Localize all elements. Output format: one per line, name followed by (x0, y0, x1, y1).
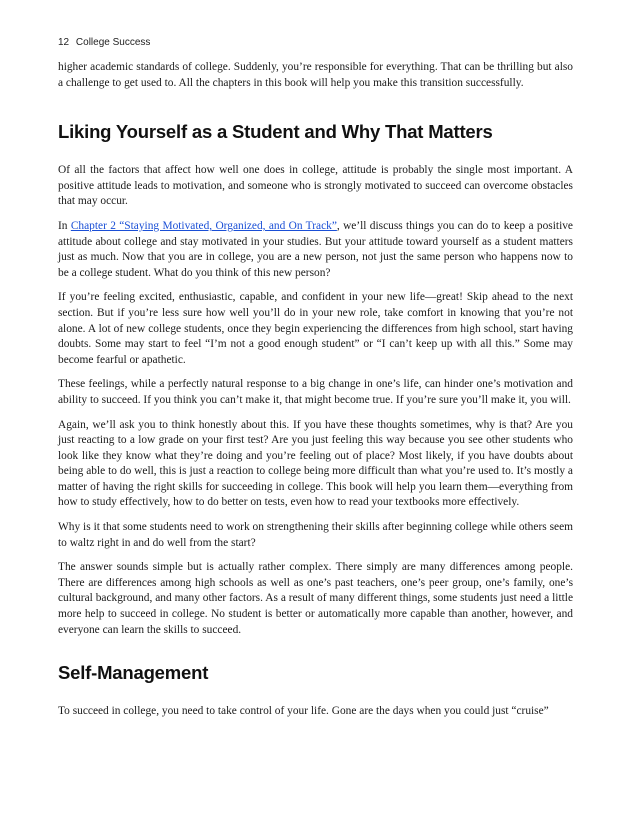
running-title: College Success (75, 37, 151, 48)
chapter-2-link[interactable]: Chapter 2 “Staying Motivated, Organized, and On Track” (70, 219, 337, 232)
paragraph: If you’re feeling excited, enthusiastic, capable, and confident in your new life—great! Skip ahead to the next section. But if you’re less sure how well you’ll do in your new role, take comfort in knowing that you’re not alone. A lot of new college students, once they begin experiencing the differences from high school, start having doubts. Some may start to feel “I’m not a good enough student” or “I can’t keep up with all this.” Some may become fearful or apathetic. (58, 291, 573, 366)
intro-paragraph: higher academic standards of college. Suddenly, you’re responsible for everything. That can be thrilling but also a challenge to get used to. All the chapters in this book will help you make this transition successfully. (58, 61, 573, 89)
paragraph: Of all the factors that affect how well one does in college, attitude is probably the single most important. A positive attitude leads to motivation, and someone who is strongly motivated to succeed can overcome obstacles that may occur. (58, 164, 573, 208)
paragraph: These feelings, while a perfectly natural response to a big change in one’s life, can hinder one’s motivation and ability to succeed. If you think you can’t make it, that might become true. If you’re sure you’ll make it, you will. (58, 378, 573, 406)
running-header (58, 37, 150, 48)
paragraph: Again, we’ll ask you to think honestly about this. If you have these thoughts sometimes, why is that? Are you just reacting to a low grade on your first test? Are you just feeling this way because you see other students who look like they know what they’re doing and you’re feeling out of place? Most likely, if you have doubts about being able to do well, this is just a reaction to college being more difficult than what you’re used to. It’s mostly a matter of having the right skills for succeeding in college. This book will help you learn them—everything from how to study effectively, how to do better on tests, even how to read your textbooks more effectively. (58, 418, 573, 509)
paragraph: The answer sounds simple but is actually rather complex. There simply are many differences among people. There are differences among high schools as well as one’s past teachers, one’s peer group, one’s family, one’s cultural background, and many other factors. As a result of many different things, some students just need a little more help to succeed in college. No student is better or automatically more capable than another, however, and everyone can learn the skills to succeed. (58, 561, 573, 636)
page-number: 12 (58, 37, 70, 48)
paragraph: To succeed in college, you need to take control of your life. Gone are the days when you could just “cruise” (58, 705, 549, 718)
section-heading-self-management: Self-Management (58, 662, 209, 684)
page-body (58, 60, 573, 729)
paragraph-text: , we’ll discuss things you can do to keep a positive attitude about college and stay motivated in your studies. But your attitude toward yourself as a student matters just as much. Now that you are in college, you are a new person, not just the same person who happens now to be a college student. What do you think of this new person? (58, 219, 573, 279)
section-heading-liking-yourself: Liking Yourself as a Student and Why That Matters (58, 121, 493, 143)
paragraph: Why is it that some students need to work on strengthening their skills after beginning college while others seem to waltz right in and do well from the start? (58, 521, 573, 549)
paragraph-with-link (58, 219, 573, 281)
paragraph-text: In (58, 219, 71, 232)
